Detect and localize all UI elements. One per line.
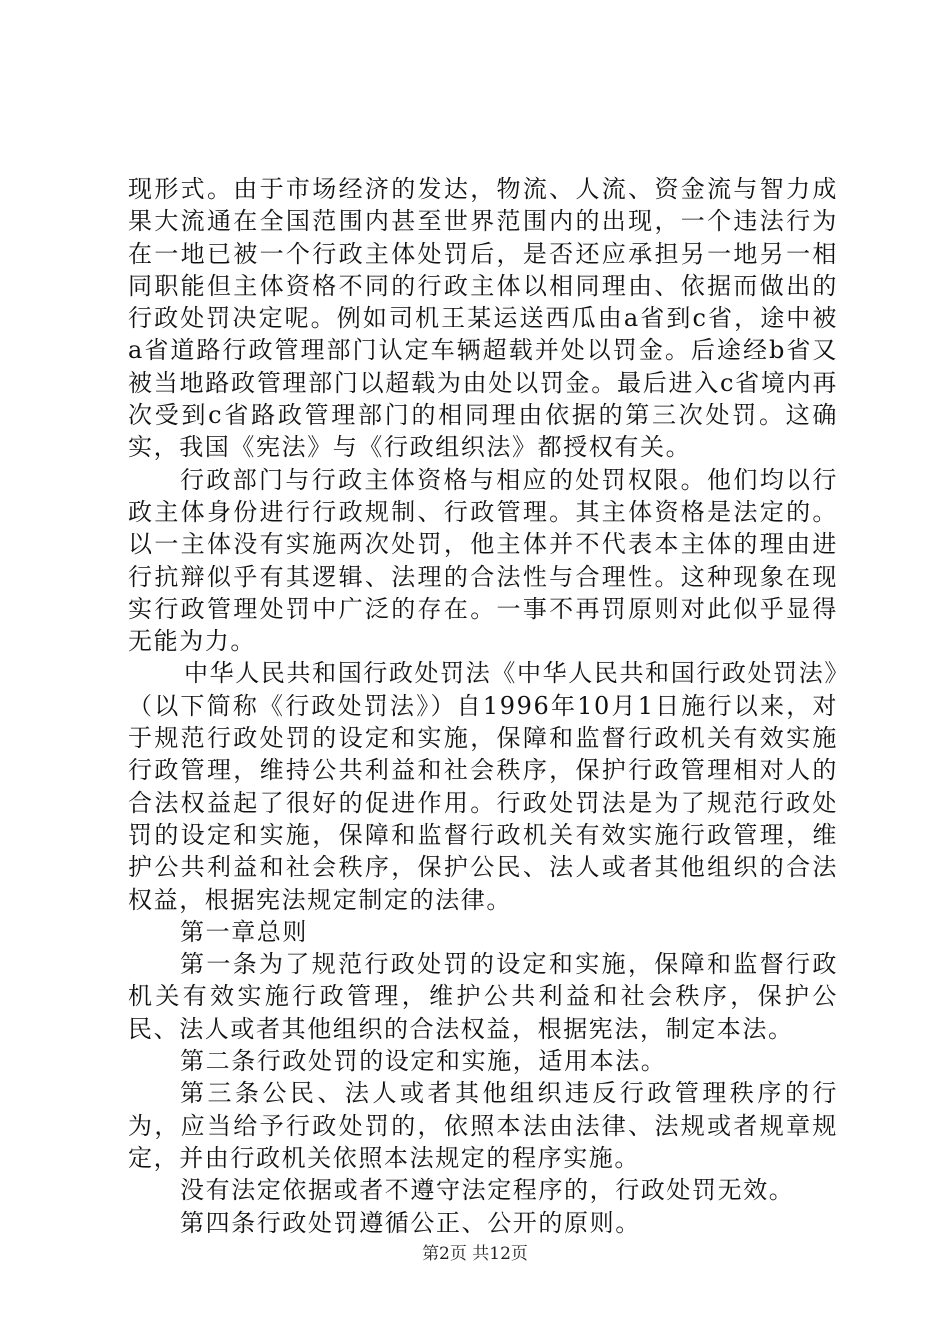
paragraph-2: 行政部门与行政主体资格与相应的处罚权限。他们均以行政主体身份进行行政规制、行政管理。其主体资格是法定的。以一主体没有实施两次处罚，他主体并不代表本主体的理由进行抗辩似乎有其逻辑、法理的合法性与合理性。这种现象在现实行政管理处罚中广泛的存在。一事不再罚原则对此似乎显得无能为力。	[128, 465, 838, 656]
chapter-heading: 第一章总则	[180, 917, 308, 946]
article-4: 第四条行政处罚遵循公正、公开的原则。	[180, 1208, 641, 1237]
article-2: 第二条行政处罚的设定和实施，适用本法。	[180, 1047, 667, 1076]
article-3-clause: 没有法定依据或者不遵守法定程序的，行政处罚无效。	[180, 1176, 795, 1205]
article-1: 第一条为了规范行政处罚的设定和实施，保障和监督行政机关有效实施行政管理，维护公共利益和社会秩序，保护公民、法人或者其他组织的合法权益，根据宪法，制定本法。	[128, 950, 838, 1043]
paragraph-1: 现形式。由于市场经济的发达，物流、人流、资金流与智力成果大流通在全国范围内甚至世界范围内的出现，一个违法行为在一地已被一个行政主体处罚后，是否还应承担另一地另一相同职能但主体资格不同的行政主体以相同理由、依据而做出的行政处罚决定呢。例如司机王某运送西瓜由a省到c省，途中被a省道路行政管理部门认定车辆超载并处以罚金。后途经b省又被当地路政管理部门以超载为由处以罚金。最后进入c省境内再次受到c省路政管理部门的相同理由依据的第三次处罚。这确实，我国《宪法》与《行政组织法》都授权有关。	[128, 175, 838, 462]
document-body	[128, 173, 838, 1239]
paragraph-3: 中华人民共和国行政处罚法《中华人民共和国行政处罚法》（以下简称《行政处罚法》）自1996年10月1日施行以来，对于规范行政处罚的设定和实施，保障和监督行政机关有效实施行政管理，维持公共利益和社会秩序，保护行政管理相对人的合法权益起了很好的促进作用。行政处罚法是为了规范行政处罚的设定和实施，保障和监督行政机关有效实施行政管理，维护公共利益和社会秩序，保护公民、法人或者其他组织的合法权益，根据宪法规定制定的法律。	[128, 659, 838, 914]
page-number-footer: 第2页 共12页	[422, 1244, 528, 1264]
article-3: 第三条公民、法人或者其他组织违反行政管理秩序的行为，应当给予行政处罚的，依照本法由法律、法规或者规章规定，并由行政机关依照本法规定的程序实施。	[128, 1079, 838, 1172]
